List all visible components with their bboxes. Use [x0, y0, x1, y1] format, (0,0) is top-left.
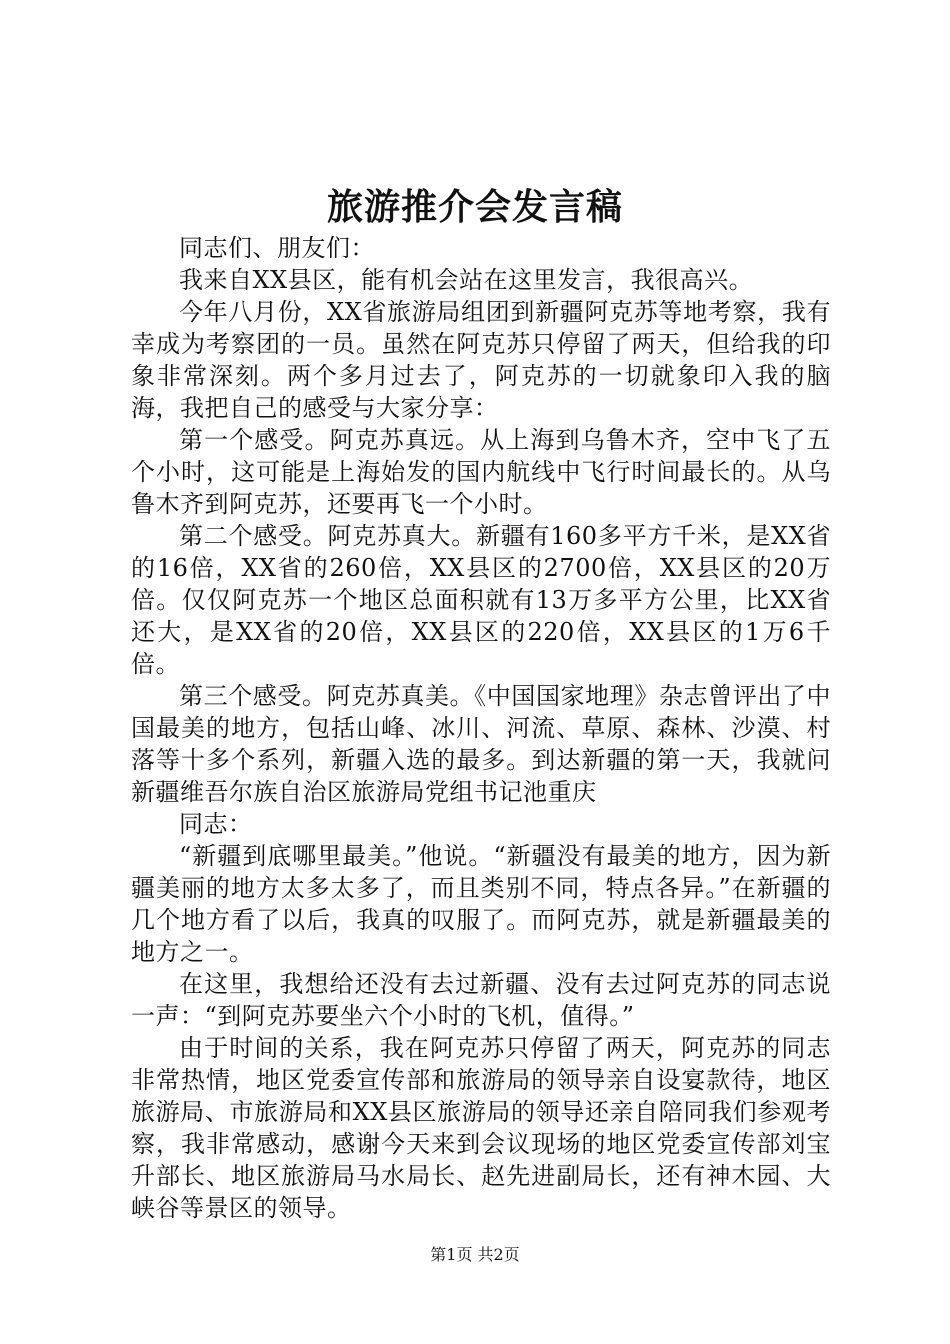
paragraph-salutation: 同志们、朋友们： [179, 234, 375, 262]
document-body [131, 232, 831, 1224]
page-footer: 第1页 共2页 [430, 1245, 520, 1264]
paragraph-intro: 今年八月份，XX省旅游局组团到新疆阿克苏等地考察，我有幸成为考察团的一员。虽然在阿克苏只停留了两天，但给我的印象非常深刻。两个多月过去了，阿克苏的一切就象印入我的脑海，我把自己的感受与大家分享： [131, 298, 831, 422]
paragraph-recommendation: 在这里，我想给还没有去过新疆、没有去过阿克苏的同志说一声：“到阿克苏要坐六个小时的飞机，值得。” [131, 970, 831, 1030]
paragraph-third-impression: 第三个感受。阿克苏真美。《中国国家地理》杂志曾评出了中国最美的地方，包括山峰、冰川、河流、草原、森林、沙漠、村落等十多个系列，新疆入选的最多。到达新疆的第一天，我就问新疆维吾尔族自治区旅游局党组书记池重庆 [131, 682, 831, 806]
paragraph-thanks: 由于时间的关系，我在阿克苏只停留了两天，阿克苏的同志非常热情，地区党委宣传部和旅游局的领导亲自设宴款待，地区旅游局、市旅游局和XX县区旅游局的领导还亲自陪同我们参观考察，我非常感动，感谢今天来到会议现场的地区党委宣传部刘宝升部长、地区旅游局马水局长、赵先进副局长，还有神木园、大峡谷等景区的领导。 [131, 1034, 831, 1222]
paragraph-first-impression: 第一个感受。阿克苏真远。从上海到乌鲁木齐，空中飞了五个小时，这可能是上海始发的国内航线中飞行时间最长的。从乌鲁木齐到阿克苏，还要再飞一个小时。 [131, 426, 831, 518]
paragraph-second-impression: 第二个感受。阿克苏真大。新疆有160多平方千米，是XX省的16倍，XX省的260倍，XX县区的2700倍，XX县区的20万倍。仅仅阿克苏一个地区总面积就有13万多平方公里，比XX省还大，是XX省的20倍，XX县区的220倍，XX县区的1万6千倍。 [131, 522, 831, 678]
document-title: 旅游推介会发言稿 [326, 186, 623, 228]
paragraph-greeting: 我来自XX县区，能有机会站在这里发言，我很高兴。 [179, 266, 754, 294]
paragraph-quote: “新疆到底哪里最美。”他说。“新疆没有最美的地方，因为新疆美丽的地方太多太多了，而且类别不同，特点各异。”在新疆的几个地方看了以后，我真的叹服了。而阿克苏，就是新疆最美的地方之一。 [131, 842, 831, 966]
paragraph-comrade: 同志： [179, 810, 253, 838]
